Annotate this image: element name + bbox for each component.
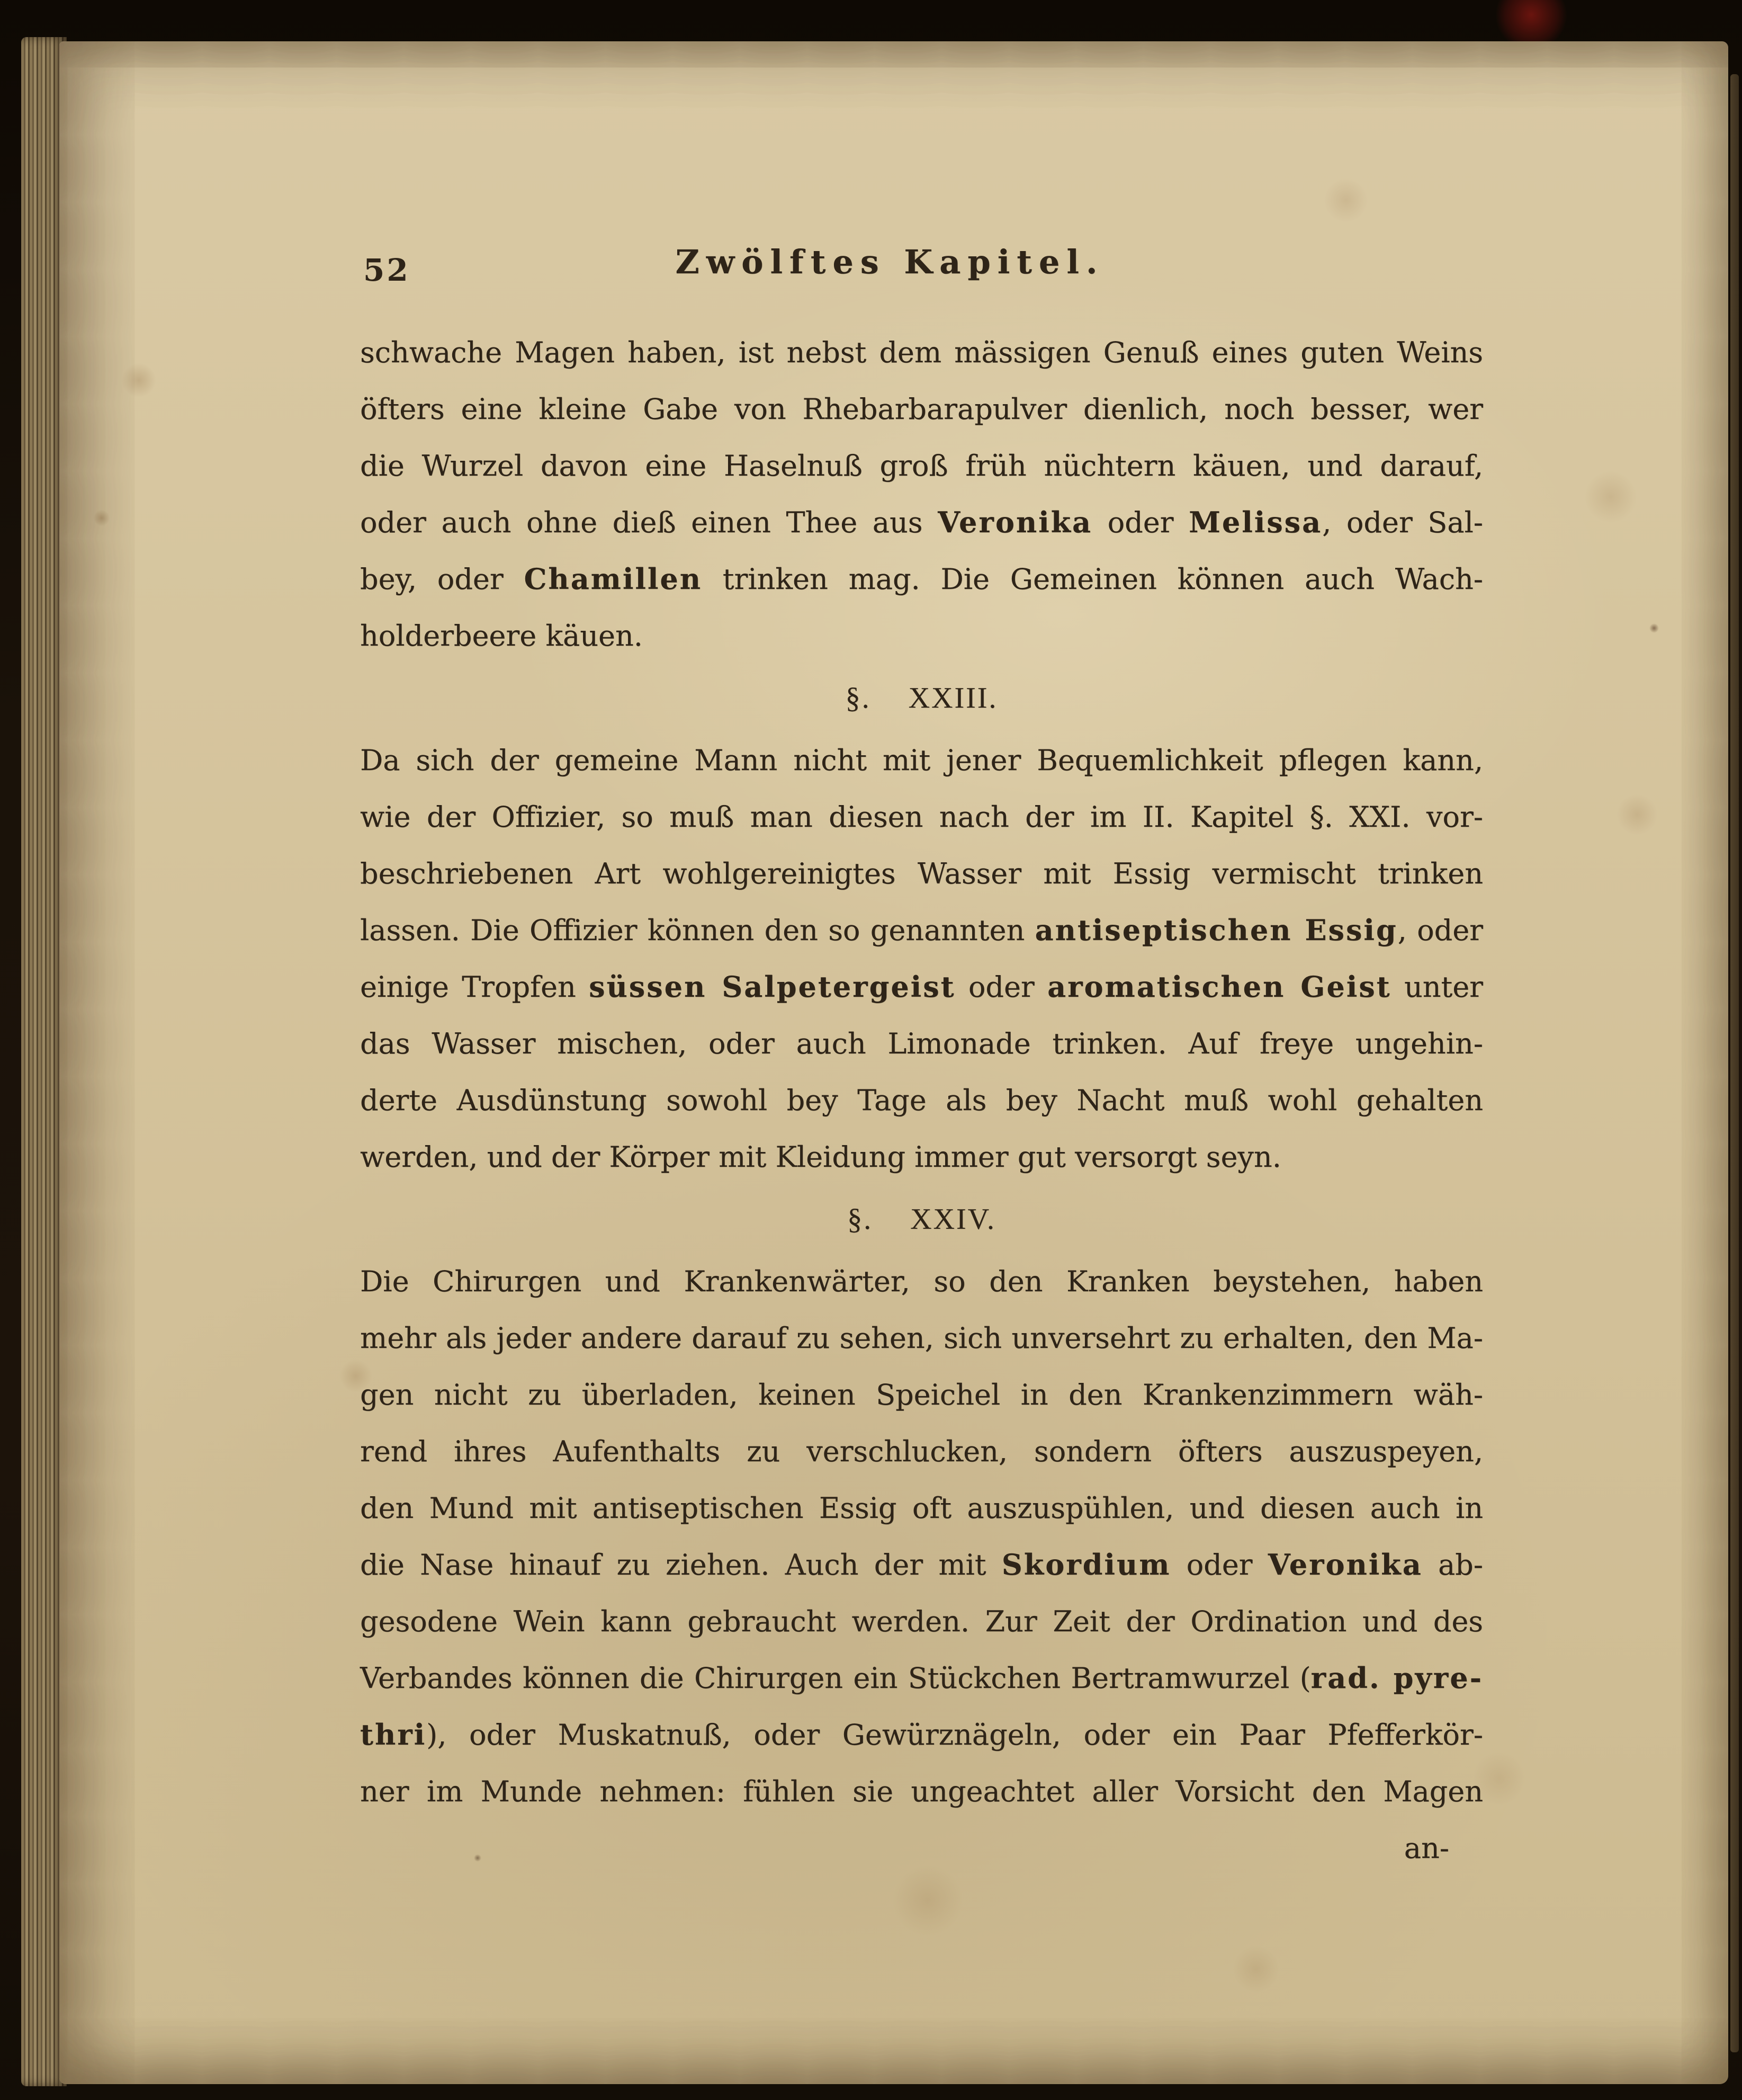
body-text: die Nase hinauf zu ziehen. Auch der mit — [360, 1548, 1002, 1581]
emphasized-text: rad. pyre- — [1310, 1661, 1483, 1695]
body-text: oder — [1092, 506, 1189, 539]
text-line — [360, 1072, 1483, 1129]
text-line — [360, 1310, 1483, 1366]
body-text: rend ihres Aufenthalts zu verschlucken, sondern öfters auszuspeyen, — [360, 1435, 1483, 1468]
body-text: werden, und der Körper mit Kleidung immer gut versorgt seyn. — [360, 1140, 1281, 1174]
paragraph — [360, 324, 1483, 664]
paragraph — [360, 1253, 1483, 1820]
body-text: trinken mag. Die Gemeinen können auch Wach- — [702, 562, 1483, 596]
catchword-row — [360, 1820, 1483, 1876]
emphasized-text: Melissa — [1189, 505, 1323, 539]
body-text: Verbandes können die Chirurgen ein Stückchen Bertramwurzel ( — [360, 1661, 1311, 1695]
emphasized-text: aromatischen Geist — [1047, 970, 1391, 1004]
body-text: beschriebenen Art wohlgereinigtes Wasser mit Essig vermischt trinken — [360, 857, 1483, 890]
text-line — [360, 789, 1483, 845]
text-line — [360, 1366, 1483, 1423]
emphasized-text: Veronika — [1268, 1548, 1423, 1581]
text-line — [360, 845, 1483, 902]
body-text: öfters eine kleine Gabe von Rhebarbarapulver dienlich, noch besser, wer — [360, 392, 1483, 426]
body-text: das Wasser mischen, oder auch Limonade trinken. Auf freye ungehin- — [360, 1027, 1483, 1060]
text-line — [360, 1650, 1483, 1706]
page-content — [360, 243, 1483, 1876]
text-line — [360, 1015, 1483, 1072]
body-text: die Wurzel davon eine Haselnuß groß früh nüchtern käuen, und darauf, — [360, 449, 1483, 482]
body-text: mehr als jeder andere darauf zu sehen, sich unversehrt zu erhalten, den Ma- — [360, 1321, 1483, 1355]
text-line — [360, 959, 1483, 1015]
emphasized-text: Skordium — [1001, 1548, 1171, 1581]
body-text: , oder — [1397, 914, 1483, 947]
text-line — [360, 324, 1483, 381]
body-text: ab- — [1422, 1548, 1483, 1581]
text-line — [360, 607, 1483, 664]
body-text: , oder Sal- — [1322, 506, 1483, 539]
text-line — [360, 1480, 1483, 1536]
body-text: holderbeere käuen. — [360, 619, 643, 653]
body-text: derte Ausdünstung sowohl bey Tage als bey Nacht muß wohl gehalten — [360, 1084, 1483, 1117]
body-text: lassen. Die Offizier können den so genannten — [360, 914, 1035, 947]
body-text: einige Tropfen — [360, 970, 589, 1004]
body-text: oder — [955, 970, 1048, 1004]
body-text: gen nicht zu überladen, keinen Speichel in den Krankenzimmern wäh- — [360, 1378, 1483, 1411]
chapter-title: Zwölftes Kapitel. — [675, 243, 1105, 281]
book-page — [59, 41, 1728, 2084]
emphasized-text: antiseptischen Essig — [1035, 913, 1398, 947]
body-text: Die Chirurgen und Krankenwärter, so den Kranken beystehen, haben — [360, 1265, 1483, 1298]
emphasized-text: thri — [360, 1718, 427, 1752]
text-line — [360, 1763, 1483, 1820]
body-text: unter — [1391, 970, 1483, 1004]
body-text: schwache Magen haben, ist nebst dem mässigen Genuß eines guten Weins — [360, 336, 1483, 369]
body-text: wie der Offizier, so muß man diesen nach der im II. Kapitel §. XXI. vor- — [360, 800, 1483, 834]
text-line — [360, 1536, 1483, 1593]
text-line — [360, 1593, 1483, 1650]
body-text: Da sich der gemeine Mann nicht mit jener Bequemlichkeit pflegen kann, — [360, 744, 1483, 777]
text-line — [360, 902, 1483, 959]
body-text: den Mund mit antiseptischen Essig oft auszuspühlen, und diesen auch in — [360, 1491, 1483, 1525]
body-text: ner im Munde nehmen: fühlen sie ungeachtet aller Vorsicht den Magen — [360, 1775, 1483, 1808]
body-text: oder auch ohne dieß einen Thee aus — [360, 506, 938, 539]
catchword: an- — [1404, 1831, 1449, 1865]
text-line — [360, 1253, 1483, 1310]
text-line — [360, 1706, 1483, 1763]
emphasized-text: süssen Salpetergeist — [589, 970, 956, 1004]
text-line — [360, 494, 1483, 551]
body-text: bey, oder — [360, 562, 524, 596]
emphasized-text: Veronika — [938, 505, 1093, 539]
text-blocks — [360, 324, 1483, 1820]
body-text: gesodene Wein kann gebraucht werden. Zur Zeit der Ordination und des — [360, 1605, 1483, 1638]
body-text: ), oder Muskatnuß, oder Gewürznägeln, oder ein Paar Pfefferkör- — [426, 1718, 1483, 1752]
page-number: 52 — [363, 252, 410, 288]
emphasized-text: Chamillen — [524, 562, 702, 596]
paragraph — [360, 732, 1483, 1185]
adjacent-page-edge — [1730, 74, 1739, 2052]
text-line — [360, 437, 1483, 494]
text-line — [360, 732, 1483, 789]
section-heading: §. XXIV. — [847, 1203, 996, 1236]
text-line — [360, 1129, 1483, 1185]
text-line — [360, 551, 1483, 607]
text-line — [360, 1423, 1483, 1480]
body-text: oder — [1171, 1548, 1268, 1581]
page-header — [360, 243, 1483, 306]
text-line — [360, 381, 1483, 437]
section-heading: §. XXIII. — [845, 682, 998, 714]
